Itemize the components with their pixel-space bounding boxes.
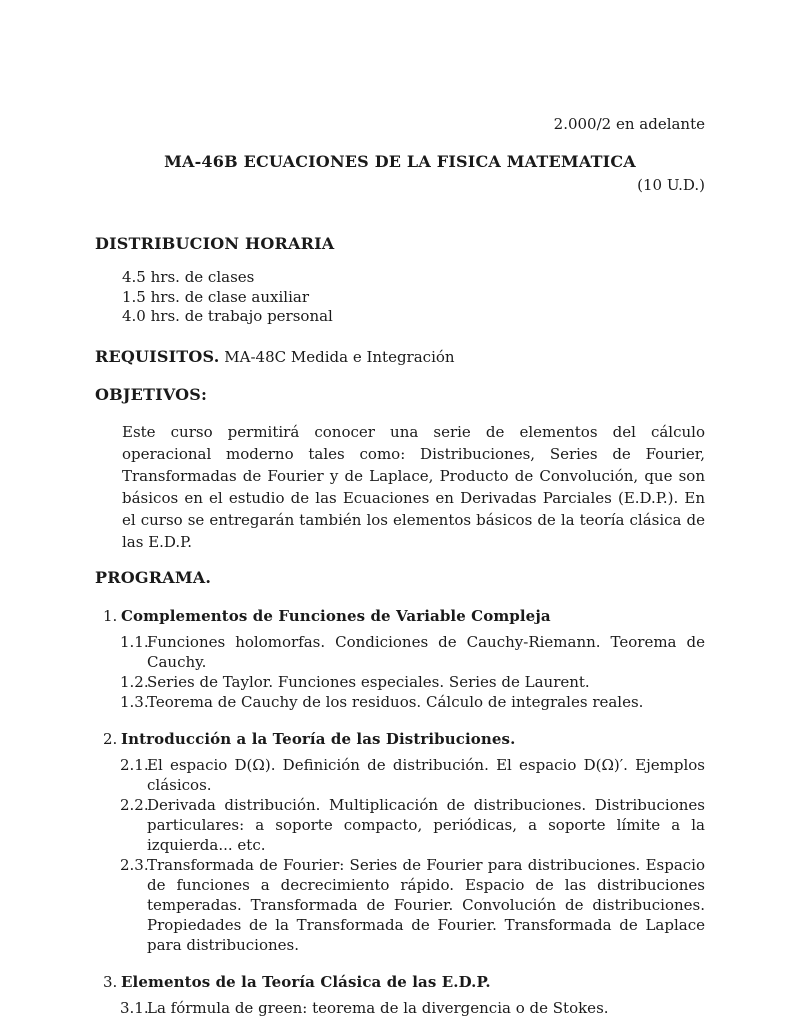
program-subitem [120, 632, 705, 672]
heading-programa: PROGRAMA. [95, 567, 212, 587]
heading-distribucion-horaria: DISTRIBUCION HORARIA [95, 234, 335, 253]
course-title: MA-46B ECUACIONES DE LA FISICA MATEMATICA [164, 152, 636, 171]
program-subitem [120, 855, 705, 955]
subitem-text: Funciones holomorfas. Condiciones de Cauchy-Riemann. Teorema de Cauchy. [147, 632, 705, 671]
subitem-number: 2.2. [120, 795, 149, 814]
subitem-text: La fórmula de green: teorema de la divergencia o de Stokes. [147, 998, 609, 1017]
hours-item: 1.5 hrs. de clase auxiliar [122, 287, 309, 306]
subitem-number: 2.1. [120, 755, 149, 774]
program-item [95, 728, 705, 955]
program-subitem [120, 692, 705, 712]
program-item-heading [103, 728, 705, 750]
program-item-number: 1. [103, 606, 118, 625]
subitem-text: Transformada de Fourier: Series de Fourier para distribuciones. Espacio de funciones a decrecimiento rápido. Espacio de las distribuciones temperadas. Transformada de Fourier. Convolución de distribuciones. Propiedades de la Transformada de Fourier. Transformada de Laplace para distribuciones. [147, 855, 705, 954]
program-item [95, 971, 705, 1018]
hours-item: 4.5 hrs. de clases [122, 268, 255, 286]
program-item-number: 3. [103, 972, 118, 991]
program-item [95, 605, 705, 712]
subitem-text: Derivada distribución. Multiplicación de distribuciones. Distribuciones particulares: a soporte compacto, periódicas, a soporte límite a la izquierda... etc. [147, 795, 705, 854]
subitem-number: 1.1. [120, 632, 149, 651]
requisitos-label: REQUISITOS. [95, 346, 220, 366]
program-item-heading [103, 971, 705, 993]
subitem-number: 1.2. [120, 672, 149, 691]
requisitos-text: MA-48C Medida e Integración [219, 347, 455, 366]
objetivos-paragraph: Este curso permitirá conocer una serie de elementos del cálculo operacional moderno tales como: Distribuciones, Series de Fourier, Transformadas de Fourier y de Laplace, Producto de Convolución, que son básicos en el estudio de las Ecuaciones en Derivadas Parciales (E.D.P.). En el curso se entregarán también los elementos básicos de la teoría clásica de las E.D.P. [122, 422, 705, 551]
subitem-text: Teorema de Cauchy de los residuos. Cálculo de integrales reales. [147, 692, 644, 711]
program-subitem [120, 755, 705, 795]
program-subitems [95, 755, 705, 955]
course-units: (10 U.D.) [637, 176, 705, 194]
program-subitem [120, 998, 705, 1018]
program-item-title: Elementos de la Teoría Clásica de las E.D.P. [121, 972, 491, 991]
hours-list [122, 268, 705, 327]
subitem-text: Series de Taylor. Funciones especiales. Series de Laurent. [147, 672, 590, 691]
program-item-number: 2. [103, 729, 118, 748]
program-subitems [95, 998, 705, 1018]
program-subitem [120, 795, 705, 855]
program-subitems [95, 632, 705, 712]
program-item-title: Introducción a la Teoría de las Distribuciones. [121, 729, 516, 748]
hours-item: 4.0 hrs. de trabajo personal [122, 307, 333, 325]
heading-requisitos [95, 346, 705, 368]
subitem-number: 2.3. [120, 855, 149, 874]
edition-note: 2.000/2 en adelante [553, 115, 705, 133]
heading-objetivos: OBJETIVOS: [95, 384, 208, 404]
subitem-text: El espacio D(Ω). Definición de distribución. El espacio D(Ω)′. Ejemplos clásicos. [147, 755, 705, 794]
subitem-number: 3.1. [120, 998, 149, 1017]
program-item-title: Complementos de Funciones de Variable Compleja [121, 606, 551, 625]
program-subitem [120, 672, 705, 692]
program-item-heading [103, 605, 705, 627]
subitem-number: 1.3. [120, 692, 149, 711]
